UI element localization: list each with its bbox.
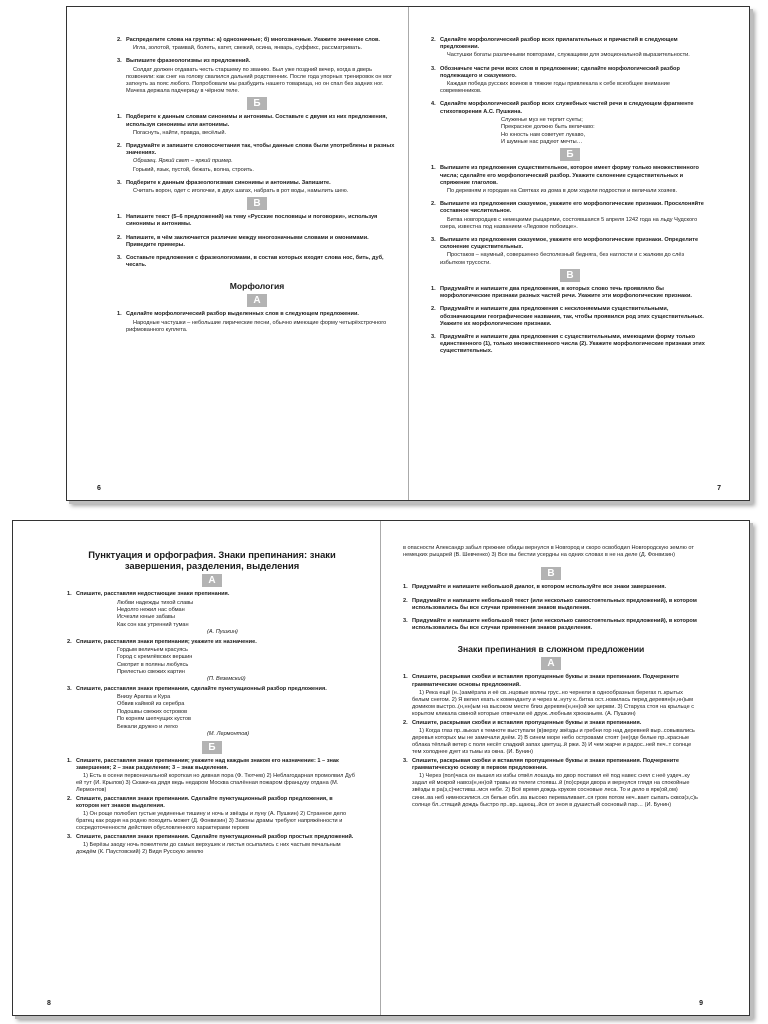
page-6-content — [117, 37, 397, 335]
task-item: 3. Подберите к данным фразеологизмам синонимы и антонимы. Запишите. Считать ворон, одет с иголочки, в двух шагах, набрать в рот воды, намылить шею. — [117, 179, 349, 195]
task-item: 1. Придумайте и напишите два предложения, в которых слово течь проявляло бы морфологические признаки разных частей речи. Укажите эти морфологические признаки. — [431, 285, 692, 300]
page-9-content — [403, 545, 699, 810]
top-spread — [66, 6, 750, 501]
level-badge-b: Б — [202, 741, 222, 754]
task-item: 4. Сделайте морфологический разбор всех служебных частей речи в следующем фрагменте стихотворения А.С. Пушкина. Служенье муз не терпит суеты; Прекрасное должно быть величаво: Но юность нам советует лукаво, И шумные нас радуют мечты… — [431, 101, 709, 146]
section-title-morphology: Морфология — [229, 281, 285, 292]
task-item: 2. Выпишите из предложения сказуемое, укажите его морфологические признаки. Просклоняйте составное числительное. Битва новгородцев с немецкими рыцарями, состоявшаяся 5 апреля 1242 года на льду Чудского озера, известна под названием «Ледовое побоище». — [431, 201, 704, 230]
poem-fragment: Служенье муз не терпит суеты; Прекрасное должно быть величаво: Но юность нам советует лукаво, И шумные нас радуют мечты… — [501, 116, 595, 146]
task-item: 3. Придумайте и напишите небольшой текст (или несколько самостоятельных предложений), в котором использовались бы все случаи применения знаков разделения. — [403, 618, 697, 632]
task-item: 3. Спишите, расставляя знаки препинания. Сделайте пунктуационный разбор простых предложений. 1) Берёзы заоду ночь пожелтели до самых верхушек и листья осыпались с них частым печальным дождём (К. Паустовский) 2) Видя Русскую землю — [67, 833, 354, 855]
task-item: 2. Спишите, расставляя знаки препинания; укажите их назначение. Гордым величьем красуясь Город с кремлёвских вершин Смотрит в поляны любуясь Прелестью свежих картин (П. Вяземский) — [67, 639, 357, 684]
page-8-content — [67, 549, 357, 857]
task-item: 1. Спишите, расставляя знаки препинания; укажите над каждым знаком его назначение: 1 – знак завершения; 2 – знак разделения; 3 – знак выделения. 1) Есть в осени первоначальной короткая но дивная пора (Ф. Тютчев) 2) Неблагодарная промолвил Дуб ей тут (И. Крылов) 3) Скажи-ка дядя ведь недаром Москва спалённая пожаром французу отдана (М. Лермонтов) — [67, 757, 355, 794]
task-item: 2. Придумайте и напишите два предложения с несклоняемыми существительными, обозначающими географические названия, так, чтобы проявился род этих существительных. Укажите их морфологические признаки. — [431, 306, 704, 327]
task-item: 1. Спишите, раскрывая скобки и вставляя пропущенные буквы и знаки препинания. Подчеркните грамматические основы предложений. 1) Река ещё (н..)замёрзла и её св..нцовые волны грус..но чернели в однообразных берегах п..крытых белым снегом. 2) Я велел ехать к коменданту и через м..нуту к..битка ост..новилась перед деревян(н,нн)ым домиком выстро..(н,нн)ым на высоком месте близ деревян(н,нн)ой же церкви. 3) Старуха стоя на крыльце с корытом кликала свиной которые отвечали её друж..любным хрюканьем. (А. Пушкин) — [403, 674, 695, 718]
task-item: 1. Подберите к данным словам синонимы и антонимы. Составьте с двумя из них предложения, используя синонимы или антонимы. Погаснуть, найти, правда, весёлый. — [117, 114, 388, 136]
task-item: 2. Придумайте и запишите словосочетания так, чтобы данные слова были употреблены в разных значениях. Образец. Яркий свет – яркий пример. Горький, язык, пустой, бежать, волна, строить. — [117, 143, 395, 173]
page-8 — [13, 521, 380, 1015]
task-item: 2. Спишите, раскрывая скобки и вставляя пропущенные буквы и знаки препинания. 1) Когда глаз пр..выкал к темноте выступали (в)верху звёзды и гребни гор над деревней выр..совывались деревья которых мы не замечали днём. 2) В синем море небо островами стоят (не)где белые пр..красные облака тёплый ветер с поля несёт сладкий запах цветущ..й ржи. 3) И чем жарче и радос..ней печ..т солнце тем холоднее дует из тьмы из окна. (И. Бунин) — [403, 719, 695, 756]
task-item: 3. Обозначьте части речи всех слов в предложении; сделайте морфологический разбор подлежащего и сказуемого. Каждая победа русских воинов в тяжкие годы привлекала к себе всеобщее внимание современников. — [431, 65, 680, 95]
task-item: 1. Напишите текст (5–6 предложений) на тему «Русские пословицы и поговорки», используя синонимы и антонимы. — [117, 214, 378, 228]
task-item: 1. Спишите, расставляя недостающие знаки препинания. Любви надежды тихой славы Недолго нежил нас обман Исчезли юные забавы Как сон как утренний туман (А. Пушкин) — [67, 591, 357, 636]
level-badge-a: А — [202, 574, 222, 587]
chapter-title: Пунктуация и орфография. Знаки препинания: знаки завершения, разделения, выделения — [88, 549, 336, 572]
level-badge-a: А — [541, 657, 561, 670]
task-item: 2. Сделайте морфологический разбор всех прилагательных и причастий в следующем предложении. Частушки богаты различными повторами, служащими для эмоциональной выразительности. — [431, 37, 690, 59]
page-number: 9 — [699, 1000, 703, 1007]
bottom-spread — [12, 520, 750, 1016]
page-7 — [409, 7, 749, 500]
level-badge-v: В — [541, 567, 561, 580]
page-7-content — [431, 37, 709, 357]
task-item: 3. Придумайте и напишите два предложения с существительными, имеющими форму только единственного (1), только множественного числа (2). Укажите морфологические признаки этих существительных. — [431, 333, 705, 355]
page-6 — [67, 7, 408, 500]
section-title-complex-sentence: Знаки препинания в сложном предложении — [457, 644, 645, 655]
task-item: 2. Распределите слова на группы: а) однозначные; б) многозначные. Укажите значение слов. Игла, золотой, трамвай, болеть, катет, свежий, осина, январь, суффикс, рассматривать. — [117, 37, 380, 52]
task-item: 2. Спишите, расставляя знаки препинания. Сделайте пунктуационный разбор предложения, в котором нет знаков выделения. 1) Он роще полюбил густые уединенье тишину и ночь и звёзды и луну (А. Пушкин) 2) Странное дело братец как родня на родню походить может (Д. Фонвизин) 3) Законы драмы требуют напряжённости и сосредоточенности действия обусловленного характерами героев — [67, 795, 347, 832]
level-badge-v: В — [247, 197, 267, 210]
page-number: 8 — [47, 1000, 51, 1007]
task-item: 2. Придумайте и напишите небольшой текст (или несколько самостоятельных предложений), в котором использовались бы все случаи применения знаков выделения. — [403, 597, 697, 611]
task-item: 1. Выпишите из предложения существительное, которое имеет форму только множественного числа; сделайте его морфологический разбор. Укажите склонение существительных и спряжение глаголов. По деревням и городам на Святках из дома в дом ходили подростки и величали хозяев. — [431, 165, 699, 195]
poem-fragment: Внизу Арагва и Кура Обвив каймой из серебра Подошвы свежих островов По корням шепчущих кустов Бежали дружно и легко (М. Лермонтов) — [117, 694, 250, 738]
page-number: 7 — [717, 485, 721, 492]
level-badge-b: Б — [560, 148, 580, 161]
task-item: 1. Придумайте и напишите небольшой диалог, в котором используйте все знаки завершения. — [403, 584, 667, 591]
level-badge-v: В — [560, 269, 580, 282]
task-item: 3. Спишите, раскрывая скобки и вставляя пропущенные буквы и знаки препинания. Подчеркните грамматическую основу в первом предложении. 1) Через (пол)часа он вышел из избы отвёл лошадь во двор поставил её под навес снял с неё уздеч..ку задал ей мокрой навоз(н,нн)ой травы из телеги стоявш..й (по)среди двора и вернулся глядя на спокойные звёзды в ра(з,с)чистивш..мся небе. 2) Всё время дождь круком сосновые леса. То и дело в ярк(ой,ом) сини..ва неб нимносилися..ся белые обл..ва высоко переваливает..ся гром потом неч..вает сыпать сквоз(з,с)ь солнце бл..стящий дождь быстро пр..вр..щающ..йся от зноя в душистый сосновый пар… (И. Бунин) — [403, 757, 698, 808]
level-badge-a: А — [247, 294, 267, 307]
page-number: 6 — [97, 485, 101, 492]
page-9 — [381, 521, 749, 1015]
task-item: 2. Напишите, в чём заключается различие между многозначными словами и омонимами. Приведите примеры. — [117, 234, 369, 248]
poem-fragment: Гордым величьем красуясь Город с кремлёвских вершин Смотрит в поляны любуясь Прелестью свежих картин (П. Вяземский) — [117, 646, 246, 683]
task-item: 3. Составьте предложения с фразеологизмами, в состав которых входят слова нос, бить, дуб, чесать. — [117, 255, 384, 269]
poem-fragment: Любви надежды тихой славы Недолго нежил нас обман Исчезли юные забавы Как сон как утренний туман (А. Пушкин) — [117, 599, 238, 636]
task-item: 1. Сделайте морфологический разбор выделенных слов в следующем предложении. Народные частушки – небольшие лирические песни, обычно имеющие форму четырёхстрочного рифмованного куплета. — [117, 311, 387, 333]
level-badge-b: Б — [247, 97, 267, 110]
task-item: 3. Выпишите из предложения сказуемое, укажите его морфологические признаки. Определите склонение существительных. Простаков – наумный, совершенно бесполезный бедняга, без наглости и с жалким до слёз избытком трусости. — [431, 237, 699, 266]
task-item: 3. Выпишите фразеологизмы из предложений. Солдат должен отдавать честь старшему по званию. Был уже поздний вечер, когда в дверь позвонили: как снег на голову свалился дальний родственник. После года упорных тренировок он мог заткнуть за пояс любого. Попробовали мы разбудить нашего товарища, но он спал без задних ног. Мачеха держала падчерицу в чёрном теле. — [117, 58, 393, 95]
task-item: 3. Спишите, расставляя знаки препинания, сделайте пунктуационный разбор предложения. Внизу Арагва и Кура Обвив каймой из серебра Подошвы свежих островов По корням шепчущих кустов Бежали дружно и легко (М. Лермонтов) — [67, 686, 357, 739]
continuation-text: в опасности Александр забыл прежние обиды вернулся в Новгород и скоро освободил Новгородскую землю от немецких рыцарей (В. Шевченко) 3) Все вы бестии усердны на одних словах в не на деле (Д. Фонвизин) — [403, 545, 694, 559]
